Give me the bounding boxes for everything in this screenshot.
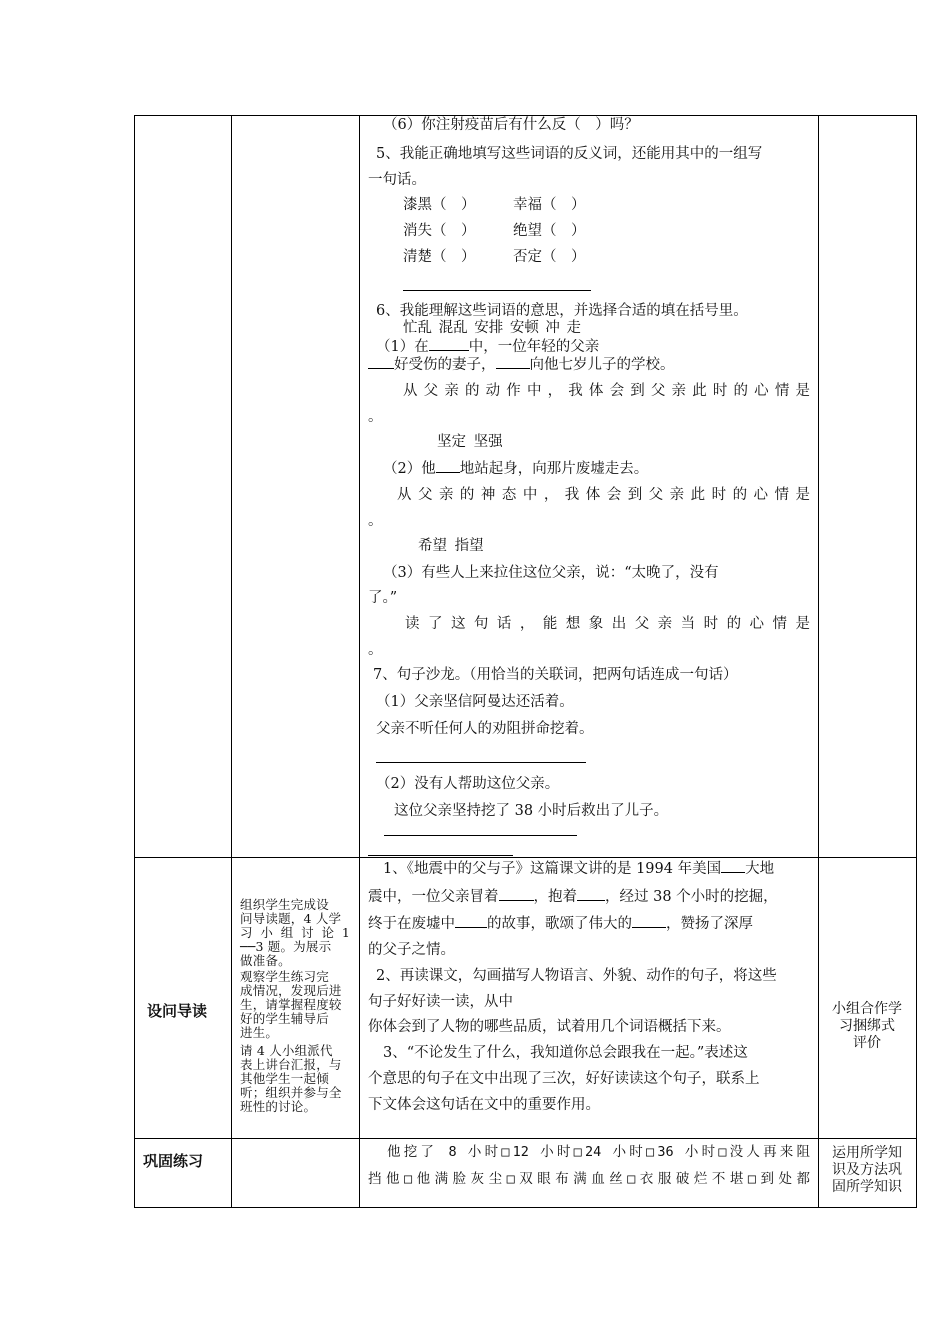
method-line-1: 组织学生完成设 xyxy=(240,897,329,912)
guided-q2-line-2: 句子好好读一读，从中 xyxy=(368,994,513,1010)
q1-part-c: 震中，一位父亲冒着 xyxy=(368,889,499,905)
antonym-1-right: 幸福（ ） xyxy=(513,197,586,213)
method-line-8: 生，请掌握程度较 xyxy=(240,997,342,1012)
blank-q1-b xyxy=(499,886,534,901)
question-7-1-line-1: （1）父亲坚信阿曼达还活着。 xyxy=(376,694,574,710)
column-border-2 xyxy=(231,115,232,1208)
method-line-9: 好的学生辅导后 xyxy=(240,1011,329,1026)
guided-q3-line-3: 下文体会这句话在文中的重要作用。 xyxy=(368,1097,600,1113)
q1-part-g: 的故事，歌颂了伟大的 xyxy=(487,916,632,932)
answer-line-7-1 xyxy=(376,762,586,763)
answer-line-7-2 xyxy=(384,835,577,836)
column-border-5 xyxy=(916,115,917,1208)
period-1: 。 xyxy=(368,409,383,425)
guided-q1-line-4: 的父子之情。 xyxy=(368,942,455,958)
column-border-1 xyxy=(134,115,135,1208)
method-line-14: 听；组织并参与全 xyxy=(240,1085,342,1100)
blank-q1-d xyxy=(455,913,487,928)
evaluation-line-3: 评价 xyxy=(853,1035,881,1051)
method-line-11: 请 4 人小组派代 xyxy=(240,1043,333,1058)
evaluation-line-1: 运用所学知 xyxy=(832,1145,902,1161)
blank-q6-1-a xyxy=(429,336,469,351)
antonym-1-left: 漆黑（ ） xyxy=(403,197,476,213)
q6-1-part-c: 好受伤的妻子， xyxy=(394,357,496,373)
method-line-2: 问导读题，4 人学 xyxy=(240,911,342,926)
antonym-3-left: 清楚（ ） xyxy=(403,249,476,265)
q1-part-e: ，经过 38 个小时的挖掘， xyxy=(605,889,778,905)
guided-q1-line-2 xyxy=(368,886,778,907)
question-6-words-3: 希望 指望 xyxy=(418,538,484,554)
q6-1-part-a: （1）在 xyxy=(376,339,429,355)
section-label-consolidation: 巩固练习 xyxy=(143,1152,204,1170)
period-2: 。 xyxy=(368,513,383,529)
blank-q1-e xyxy=(632,913,666,928)
guided-q3-line-1: 3、“不论发生了什么，我知道你总会跟我在一起。”表述这 xyxy=(383,1045,748,1061)
guided-q3-line-2: 个意思的句子在文中出现了三次，好好读读这个句子，联系上 xyxy=(368,1071,760,1087)
q6-1-part-d: 向他七岁儿子的学校。 xyxy=(529,357,675,373)
method-line-12: 表上讲台汇报，与 xyxy=(240,1057,342,1072)
question-7-title: 7、句子沙龙。（用恰当的关联词，把两句话连成一句话） xyxy=(373,667,738,683)
question-7-2-line-2: 这位父亲坚持挖了 38 小时后救出了儿子。 xyxy=(394,803,669,819)
guided-q2-line-1: 2、再读课文，勾画描写人物语言、外貌、动作的句子，将这些 xyxy=(376,968,777,984)
method-line-13: 其他学生一起倾 xyxy=(240,1071,329,1086)
evaluation-consolidation xyxy=(818,1145,916,1196)
guided-q1-line-1 xyxy=(383,858,774,879)
q6-2-part-b: 地站起身，向那片废墟走去。 xyxy=(459,461,649,477)
question-6-6: （6）你注射疫苗后有什么反（ ）吗？ xyxy=(383,117,639,133)
q1-part-b: 大地 xyxy=(745,861,775,877)
question-5-line-1: 5、我能正确地填写这些词语的反义词，还能用其中的一组写 xyxy=(376,146,763,162)
question-6-2-line-1 xyxy=(383,458,648,479)
method-line-6: 观察学生练习完 xyxy=(240,969,329,984)
method-line-7: 成情况，发现后进 xyxy=(240,983,342,998)
question-7-2-line-1: （2）没有人帮助这位父亲。 xyxy=(376,776,560,792)
q1-part-d: ，抱着 xyxy=(533,889,577,905)
q6-1-part-b: 中，一位年轻的父亲 xyxy=(468,339,600,355)
question-6-3-line-2: 了。” xyxy=(368,590,398,606)
blank-q6-1-d xyxy=(496,354,530,369)
blank-q1-a xyxy=(721,858,745,873)
question-6-words-1: 忙乱 混乱 安排 安顿 冲 走 xyxy=(403,320,582,336)
evaluation-line-3: 固所学知识 xyxy=(832,1179,902,1195)
question-6-title: 6、我能理解这些词语的意思，并选择合适的填在括号里。 xyxy=(376,303,748,319)
question-6-1-line-2 xyxy=(368,354,675,375)
q1-part-f: 终于在废墟中 xyxy=(368,916,455,932)
answer-line-7-2b xyxy=(368,855,513,856)
evaluation-guided-reading xyxy=(818,1001,916,1052)
question-6-3-line-1: （3）有些人上来拉住这位父亲，说：“太晚了，没有 xyxy=(383,565,719,581)
q6-2-part-a: （2）他 xyxy=(383,461,436,477)
method-line-10: 进生。 xyxy=(240,1025,279,1040)
method-line-4: ──3 题。为展示 xyxy=(240,939,332,954)
guided-q1-line-3 xyxy=(368,913,753,934)
antonym-2-left: 消失（ ） xyxy=(403,223,476,239)
question-6-2-feeling: 从父亲的神态中，我体会到父亲此时的心情是 xyxy=(397,487,810,503)
q1-part-a: 1、《地震中的父与子》这篇课文讲的是 1994 年美国 xyxy=(383,861,722,877)
blank-q6-2 xyxy=(436,458,460,473)
guided-q2-line-3: 你体会到了人物的哪些品质，试着用几个词语概括下来。 xyxy=(368,1019,731,1035)
evaluation-line-1: 小组合作学 xyxy=(832,1001,902,1017)
blank-q1-c xyxy=(577,886,605,901)
question-6-1-feeling: 从父亲的动作中，我体会到父亲此时的心情是 xyxy=(403,383,810,399)
consolidation-line-2: 挡他□他满脸灰尘□双眼布满血丝□衣服破烂不堪□到处都 xyxy=(368,1171,810,1187)
blank-q6-1-c xyxy=(368,354,394,369)
method-line-15: 班性的讨论。 xyxy=(240,1099,317,1114)
period-3: 。 xyxy=(368,642,383,658)
method-line-3: 习 小 组 讨 论 1 xyxy=(240,925,350,940)
method-line-5: 做准备。 xyxy=(240,953,291,968)
antonym-2-right: 绝望（ ） xyxy=(513,223,586,239)
row-divider-2 xyxy=(134,1138,917,1139)
question-6-words-2: 坚定 坚强 xyxy=(437,434,503,450)
column-border-3 xyxy=(359,115,360,1208)
question-7-1-line-2: 父亲不听任何人的劝阻拼命挖着。 xyxy=(376,721,594,737)
answer-line-5 xyxy=(403,290,591,291)
q1-part-h: ，赞扬了深厚 xyxy=(666,916,753,932)
consolidation-line-1: 他挖了 8 小时□12 小时□24 小时□36 小时□没人再来阻 xyxy=(387,1144,810,1160)
section-label-guided-reading: 设问导读 xyxy=(147,1002,208,1020)
evaluation-line-2: 习捆绑式 xyxy=(839,1018,895,1034)
question-6-3-feeling: 读了这句话，能想象出父亲当时的心情是 xyxy=(405,616,810,632)
evaluation-line-2: 识及方法巩 xyxy=(832,1162,902,1178)
antonym-3-right: 否定（ ） xyxy=(513,249,586,265)
table-bottom-border xyxy=(134,1207,917,1208)
question-5-line-2: 一句话。 xyxy=(368,172,426,188)
